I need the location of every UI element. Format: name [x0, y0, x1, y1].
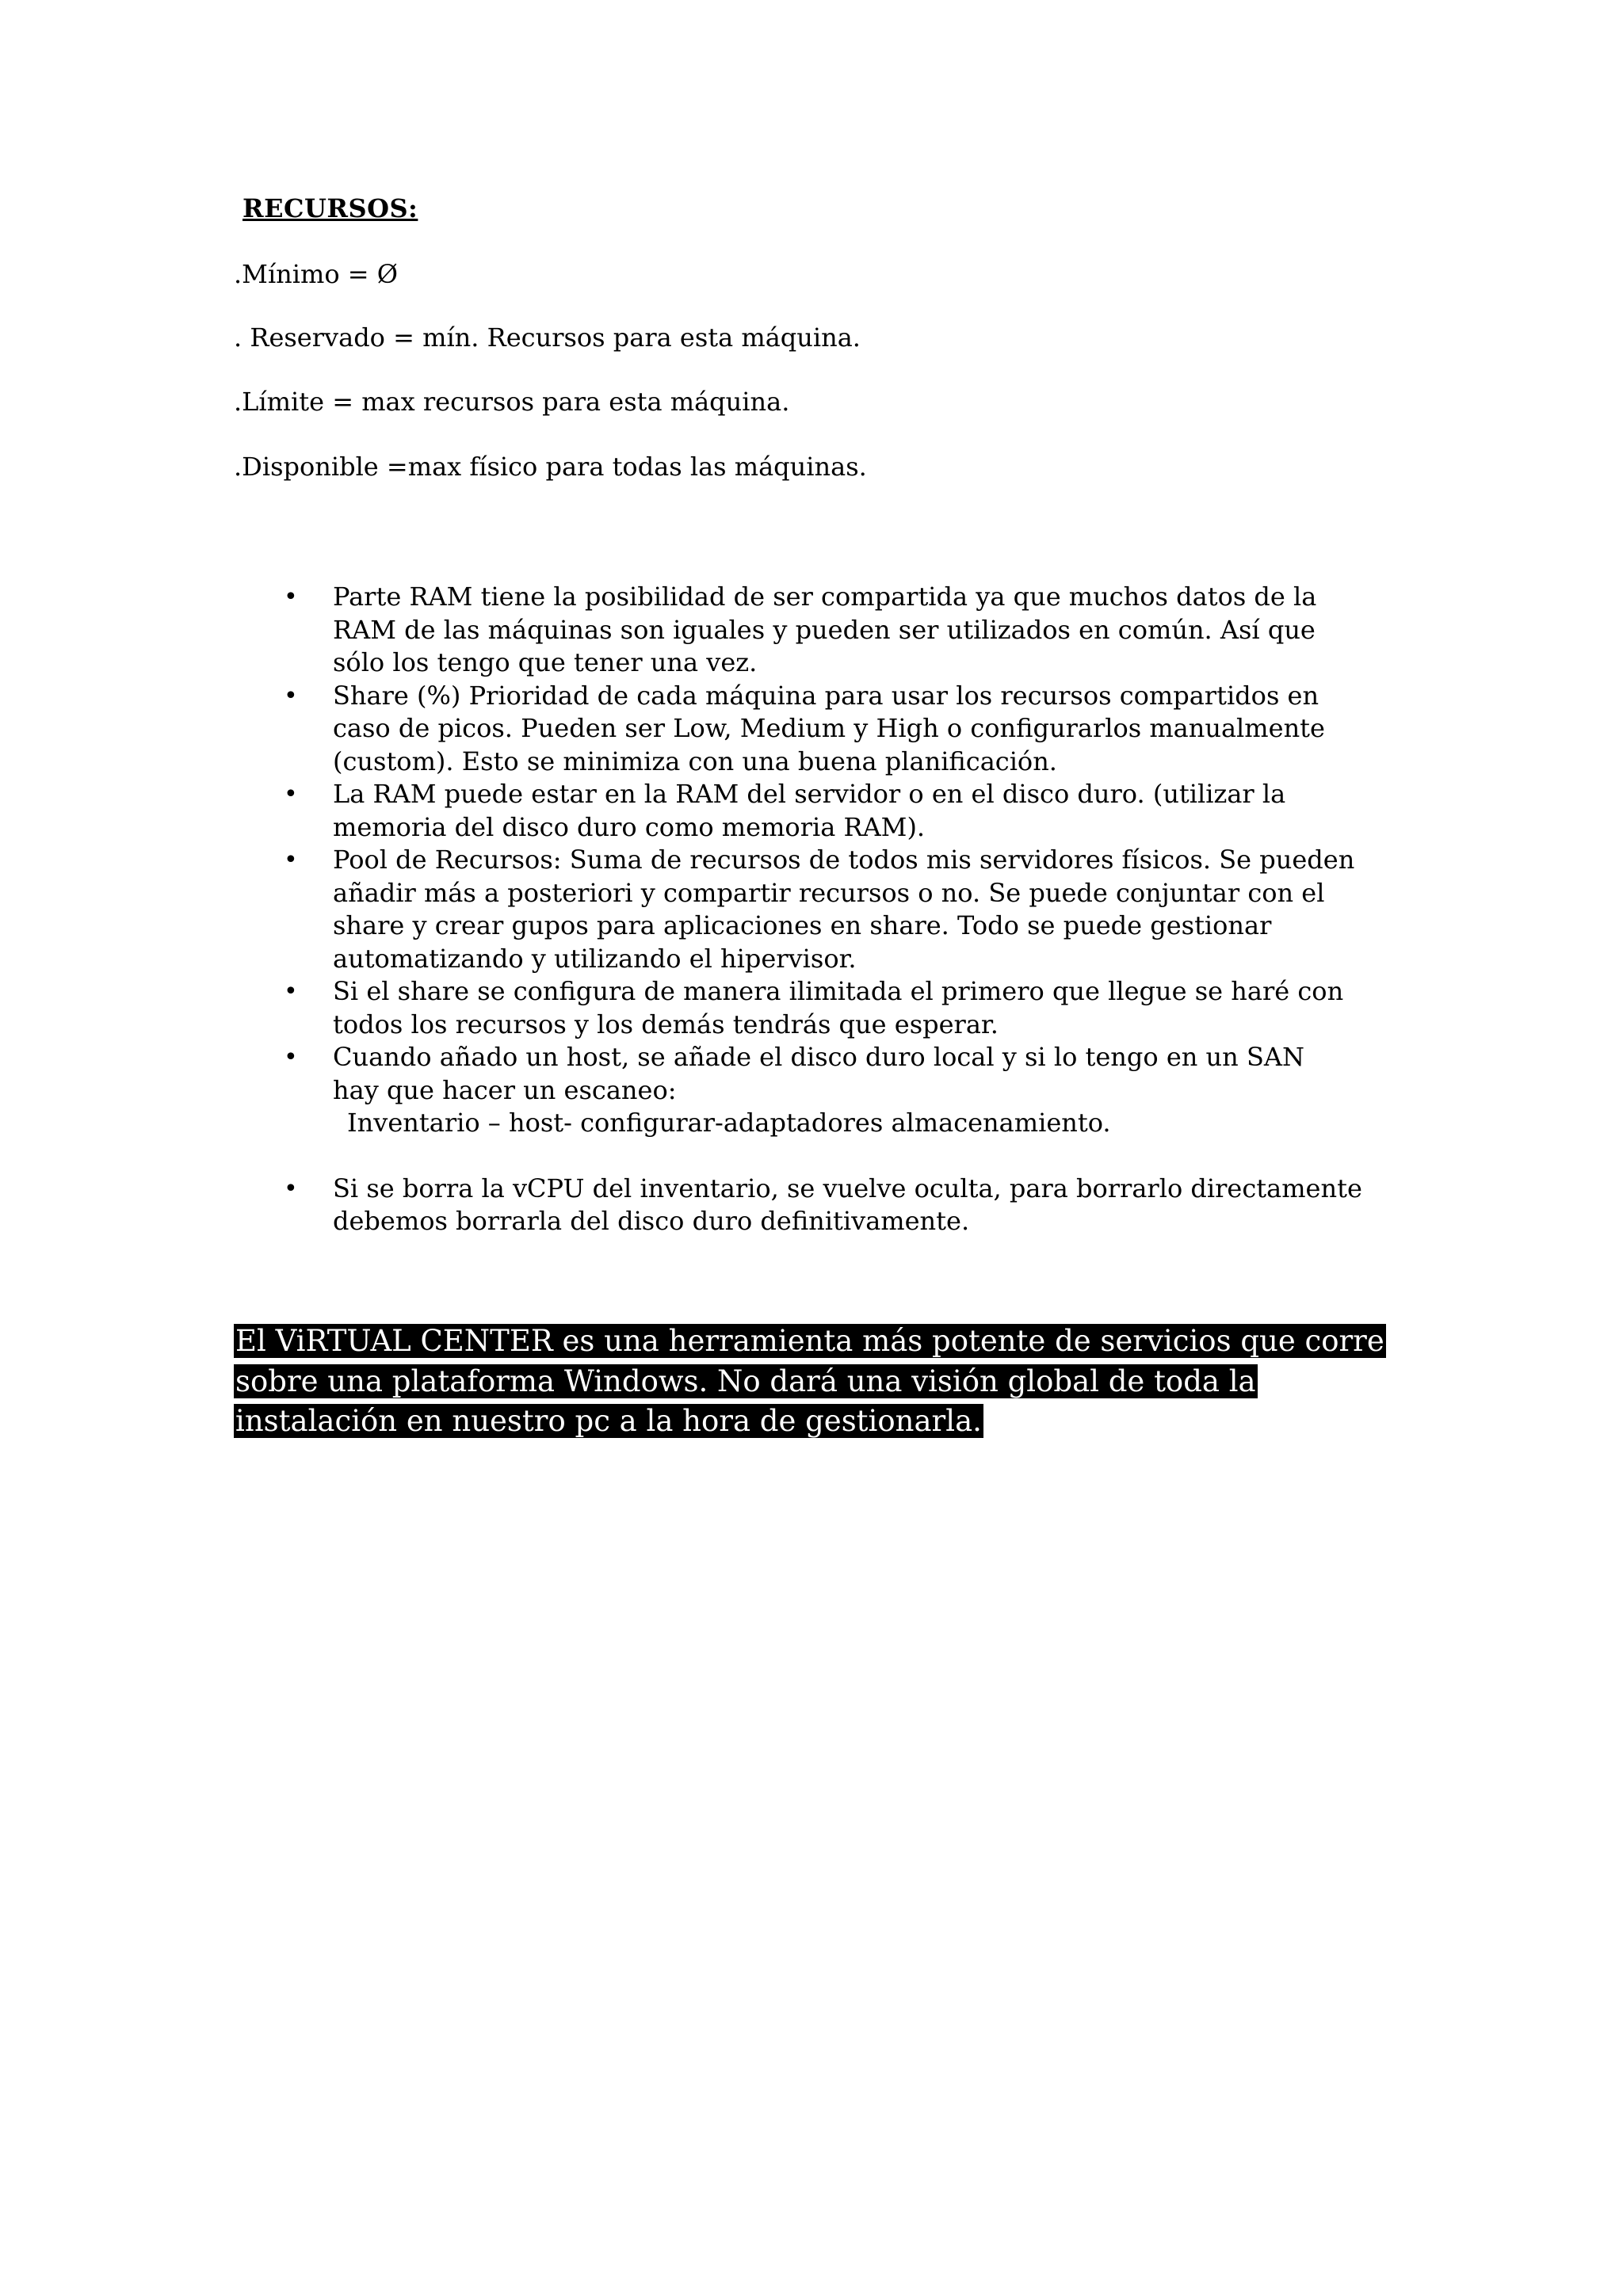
bullet-icon: •: [284, 1043, 298, 1071]
list-item-line: memoria del disco duro como memoria RAM).: [333, 811, 926, 842]
bullet-list: [276, 581, 1417, 1238]
list-item-line: La RAM puede estar en la RAM del servidor o en el disco duro. (utilizar la: [333, 779, 1286, 809]
list-item-line: debemos borrarla del disco duro definitivamente.: [333, 1206, 970, 1236]
list-item: [276, 581, 1417, 680]
list-item: [276, 680, 1417, 779]
list-item-line: Si el share se configura de manera ilimitada el primero que llegue se haré con: [333, 976, 1344, 1006]
section-heading: RECURSOS:: [242, 193, 418, 223]
list-item: [276, 1173, 1417, 1238]
list-item: [276, 975, 1417, 1041]
definition-reservado: . Reservado = mín. Recursos para esta máquina.: [234, 322, 861, 353]
list-item-line: sólo los tengo que tener una vez.: [333, 647, 758, 677]
list-item-line: caso de picos. Pueden ser Low, Medium y High o configurarlos manualmente: [333, 713, 1325, 743]
list-item-line: Pool de Recursos: Suma de recursos de todos mis servidores físicos. Se pueden: [333, 845, 1355, 875]
list-item-line: Si se borra la vCPU del inventario, se vuelve oculta, para borrarlo directamente: [333, 1173, 1362, 1203]
definition-limite: .Límite = max recursos para esta máquina.: [234, 387, 790, 417]
list-item-line: RAM de las máquinas son iguales y pueden ser utilizados en común. Así que: [333, 614, 1316, 645]
list-item: [276, 778, 1417, 844]
bullet-icon: •: [284, 583, 298, 611]
list-item-line: share y crear gupos para aplicaciones en share. Todo se puede gestionar: [333, 910, 1272, 940]
list-item-subline: Inventario – host- configurar-adaptadores almacenamiento.: [347, 1108, 1111, 1138]
bullet-icon: •: [284, 681, 298, 710]
bullet-icon: •: [284, 780, 298, 808]
highlighted-line: sobre una plataforma Windows. No dará una visión global de toda la: [235, 1363, 1256, 1398]
bullet-icon: •: [284, 978, 298, 1005]
list-item-line: hay que hacer un escaneo:: [333, 1074, 677, 1105]
definition-minimo: .Mínimo = Ø: [234, 259, 399, 289]
list-item-line: añadir más a posteriori y compartir recursos o no. Se puede conjuntar con el: [333, 877, 1325, 908]
list-item: [276, 844, 1417, 975]
list-item-line: todos los recursos y los demás tendrás que esperar.: [333, 1009, 999, 1039]
bullet-icon: •: [284, 846, 298, 874]
list-item: [276, 1041, 1417, 1140]
list-item-line: (custom). Esto se minimiza con una buena planificación.: [333, 746, 1057, 776]
list-item-line: Cuando añado un host, se añade el disco duro local y si lo tengo en un SAN: [333, 1042, 1304, 1072]
list-item-line: automatizando y utilizando el hipervisor.: [333, 943, 857, 974]
highlighted-line: El ViRTUAL CENTER es una herramienta más potente de servicios que corre: [235, 1324, 1384, 1358]
list-item-line: Share (%) Prioridad de cada máquina para usar los recursos compartidos en: [333, 680, 1319, 711]
highlighted-line: instalación en nuestro pc a la hora de gestionarla.: [235, 1404, 982, 1438]
list-item-line: Parte RAM tiene la posibilidad de ser compartida ya que muchos datos de la: [333, 582, 1317, 612]
definition-disponible: .Disponible =max físico para todas las máquinas.: [234, 452, 867, 482]
highlighted-paragraph: [234, 1322, 1423, 1442]
bullet-icon: •: [284, 1174, 298, 1203]
